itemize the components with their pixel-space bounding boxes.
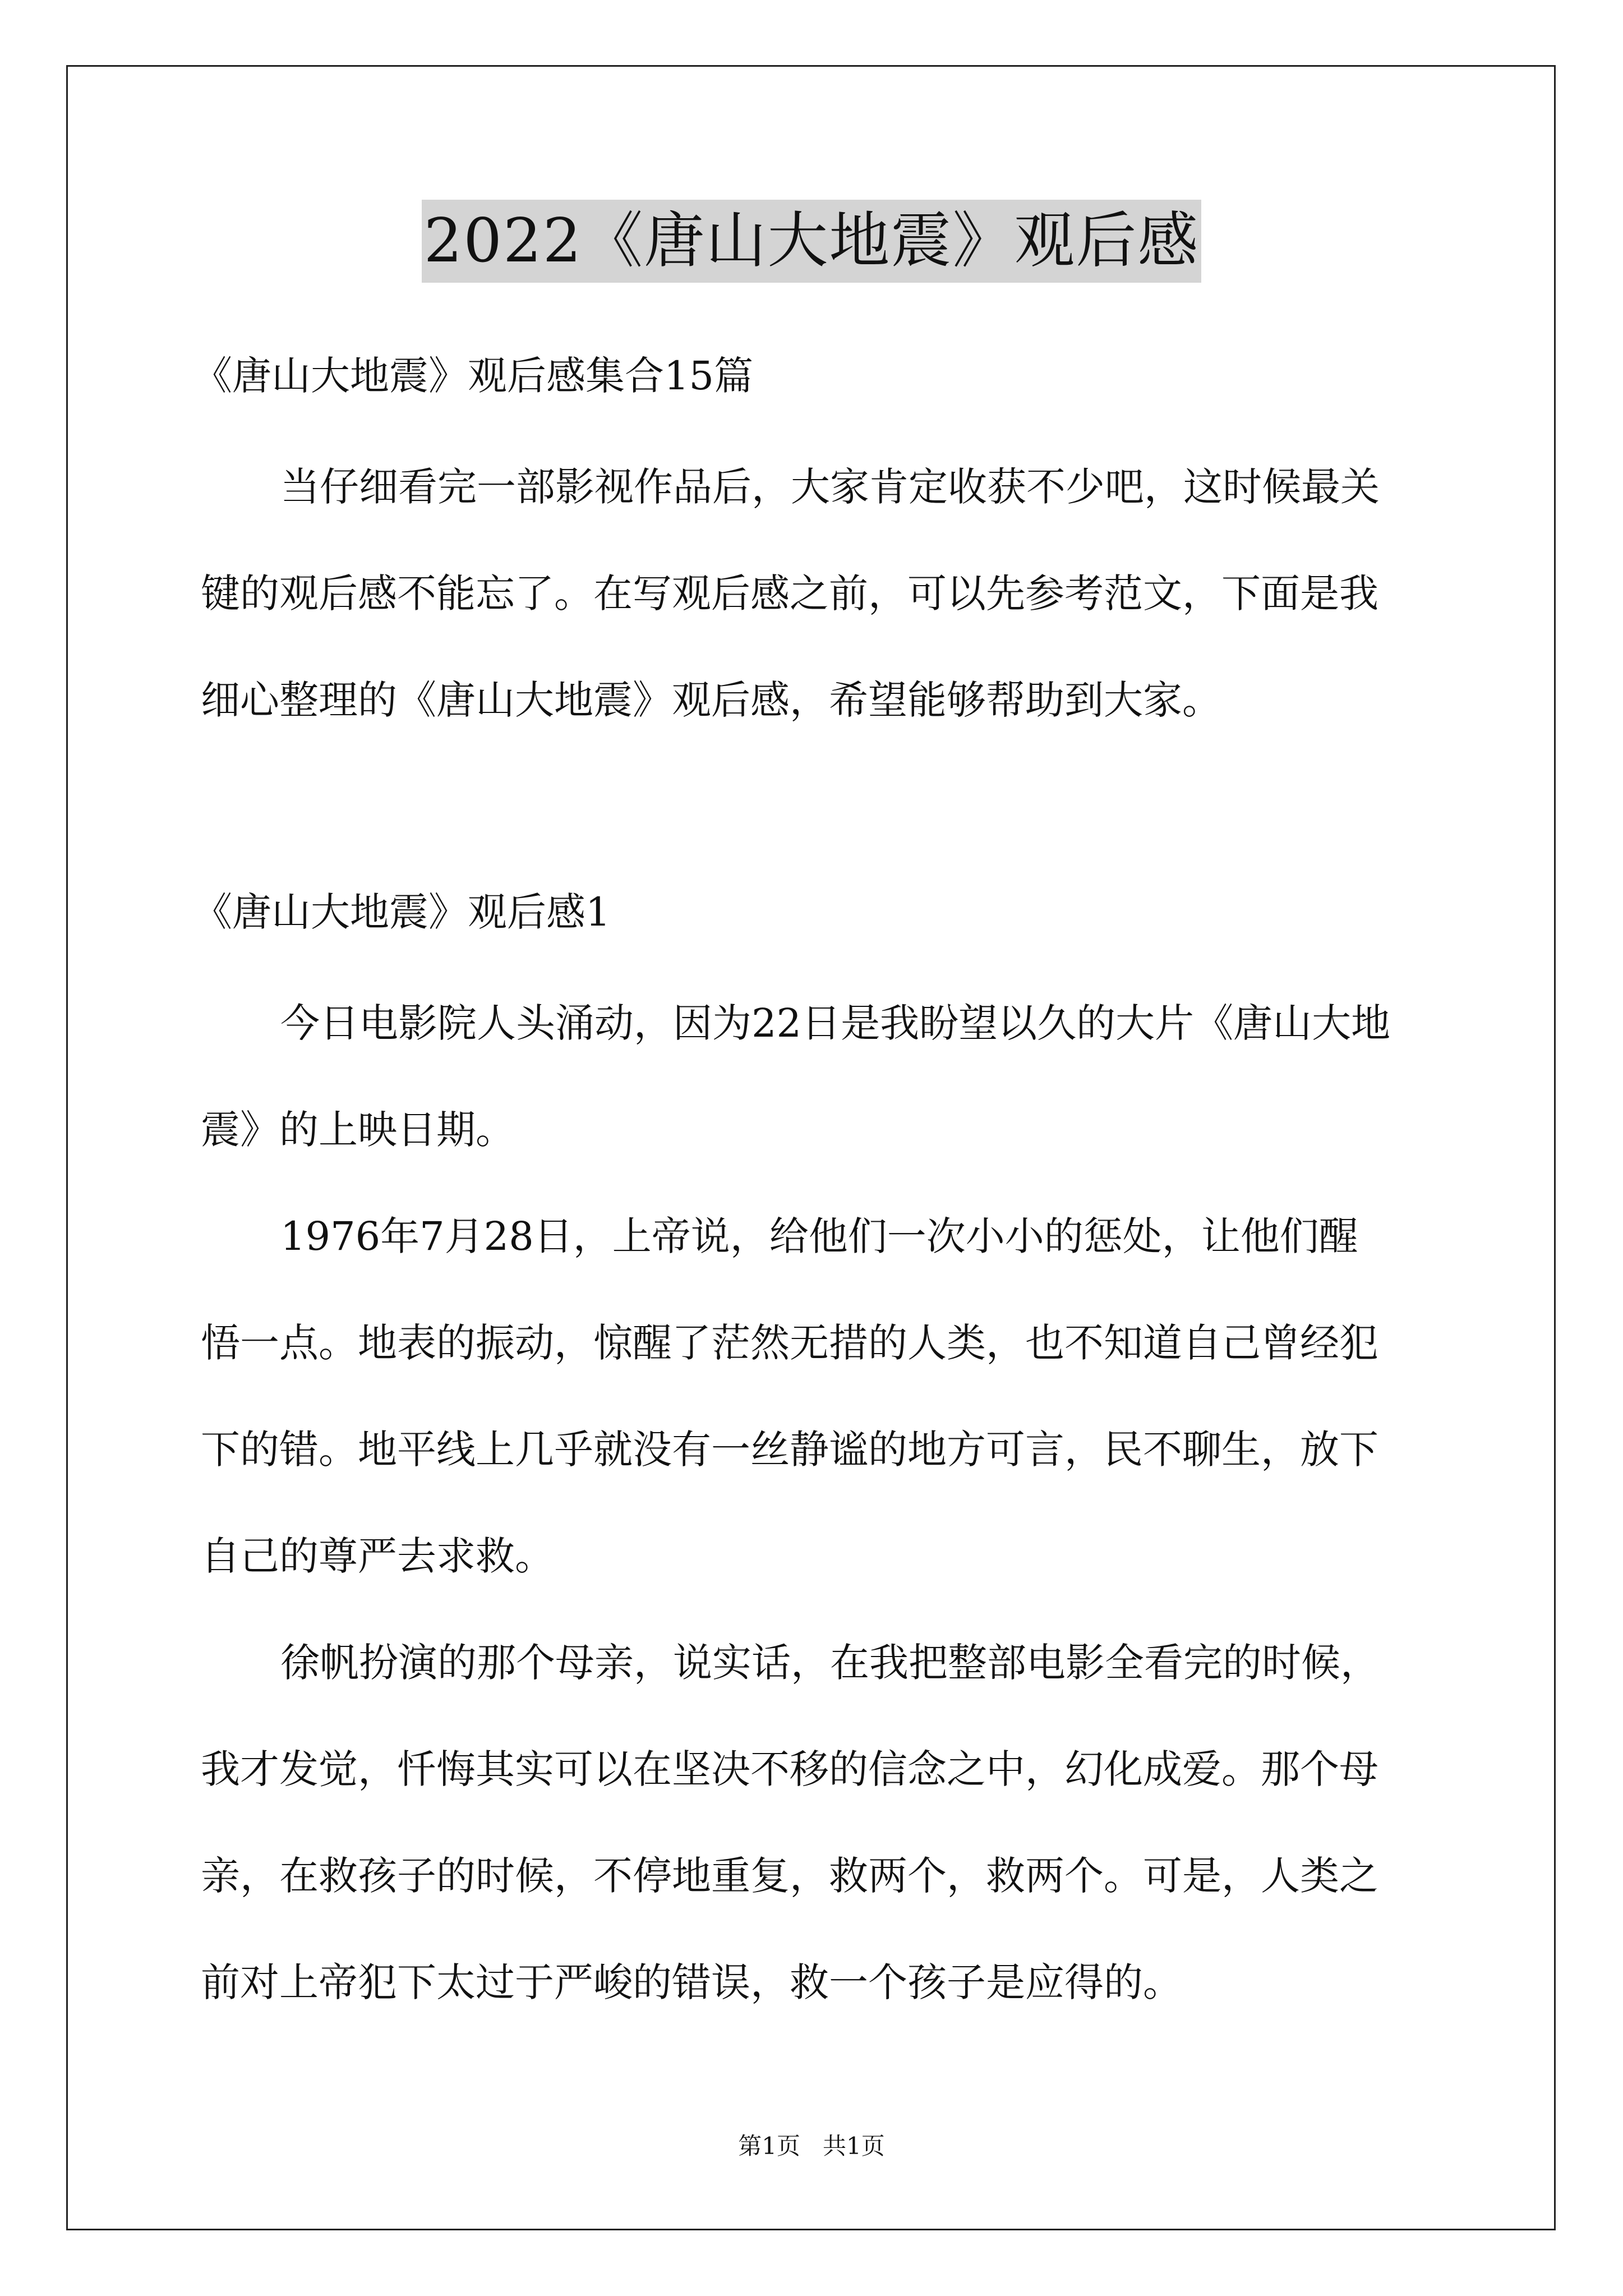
- paragraph-line: 震》的上映日期。: [201, 1107, 515, 1153]
- paragraph-line: 今日电影院人头涌动，因为22日是我盼望以久的大片《唐山大地: [280, 1000, 1391, 1046]
- paragraph-line: 我才发觉，忏悔其实可以在坚决不移的信念之中，幻化成爱。那个母: [201, 1746, 1378, 1792]
- paragraph-line: 下的错。地平线上几乎就没有一丝静谧的地方可言，民不聊生，放下: [201, 1427, 1378, 1473]
- document-title: 2022《唐山大地震》观后感: [422, 200, 1202, 283]
- section-heading: 《唐山大地震》观后感1: [193, 889, 611, 935]
- paragraph-line: 亲，在救孩子的时候，不停地重复，救两个，救两个。可是，人类之: [201, 1853, 1378, 1899]
- paragraph-line: 自己的尊严去求救。: [201, 1533, 554, 1579]
- paragraph-line: 1976年7月28日，上帝说，给他们一次小小的惩处，让他们醒: [280, 1213, 1358, 1259]
- title-container: [0, 200, 1623, 283]
- document-subtitle: 《唐山大地震》观后感集合15篇: [193, 353, 754, 399]
- paragraph-line: 前对上帝犯下太过于严峻的错误，救一个孩子是应得的。: [201, 1959, 1182, 2005]
- intro-line: 键的观后感不能忘了。在写观后感之前，可以先参考范文，下面是我: [201, 570, 1378, 616]
- intro-line: 当仔细看完一部影视作品后，大家肯定收获不少吧，这时候最关: [280, 464, 1380, 510]
- paragraph-line: 悟一点。地表的振动，惊醒了茫然无措的人类，也不知道自己曾经犯: [201, 1320, 1378, 1366]
- page-footer: 第1页 共1页: [738, 2132, 885, 2160]
- paragraph-line: 徐帆扮演的那个母亲，说实话，在我把整部电影全看完的时候，: [280, 1640, 1380, 1686]
- intro-line: 细心整理的《唐山大地震》观后感，希望能够帮助到大家。: [201, 677, 1221, 723]
